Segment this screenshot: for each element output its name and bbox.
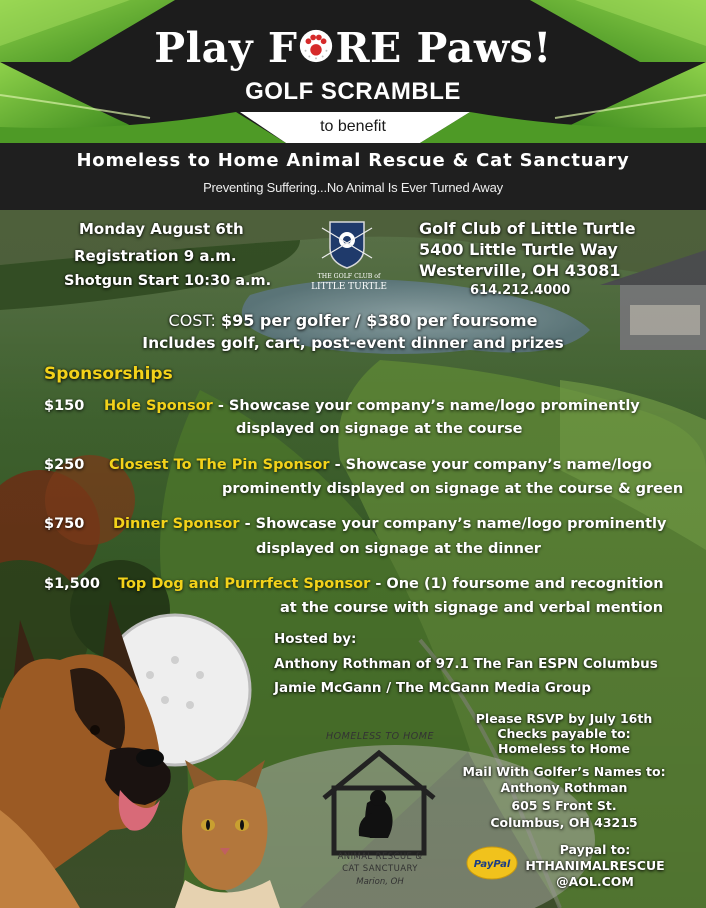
cost-value: $95 per golfer / $380 per foursome	[220, 311, 538, 330]
hosted-heading: Hosted by:	[274, 631, 357, 647]
rescue-logo-line2: CAT SANCTUARY	[342, 864, 418, 874]
rsvp-line: Columbus, OH 43215	[490, 815, 638, 830]
sponsor-desc1: - Showcase your company’s name/logo prominently	[239, 516, 667, 532]
sponsor-price: $1,500	[44, 576, 100, 592]
cost-line	[0, 311, 706, 330]
rsvp-line: Mail With Golfer’s Names to:	[462, 764, 666, 779]
venue-phone: 614.212.4000	[470, 283, 571, 298]
org-name: Homeless to Home Animal Rescue & Cat Sanctuary	[76, 150, 630, 171]
org-tagline: Preventing Suffering...No Animal Is Ever Turned Away	[203, 180, 503, 195]
sponsor-desc1: - Showcase your company’s name/logo prominently	[212, 398, 640, 414]
event-registration: Registration 9 a.m.	[74, 247, 237, 265]
benefit-label: to benefit	[320, 118, 386, 135]
paypal-account-line1: HTHANIMALRESCUE	[525, 858, 665, 873]
rsvp-line: Please RSVP by July 16th	[475, 711, 653, 726]
sponsor-line1	[104, 398, 640, 414]
rsvp-line: Homeless to Home	[497, 741, 630, 756]
paypal-account-line2: @AOL.COM	[556, 874, 634, 889]
sponsor-line1	[109, 457, 652, 473]
paypal-badge-icon	[466, 846, 518, 880]
event-subtitle: GOLF SCRAMBLE	[245, 78, 461, 105]
paypal-badge-text: PayPal	[473, 859, 511, 870]
event-title	[0, 24, 706, 72]
rsvp-line: Checks payable to:	[497, 726, 631, 741]
sponsor-name: Hole Sponsor	[104, 398, 213, 414]
golf-club-crest-logo	[292, 218, 407, 293]
rescue-logo-line1: ANIMAL RESCUE &	[337, 852, 423, 862]
sponsor-desc1: - Showcase your company’s name/logo	[329, 457, 653, 473]
sponsor-desc2: displayed on signage at the dinner	[256, 541, 541, 557]
cost-includes: Includes golf, cart, post-event dinner and prizes	[142, 334, 564, 352]
venue-street: 5400 Little Turtle Way	[419, 240, 618, 259]
sponsorships-heading: Sponsorships	[44, 364, 173, 384]
sponsor-name: Closest To The Pin Sponsor	[109, 457, 330, 473]
host-2: Jamie McGann / The McGann Media Group	[274, 680, 592, 696]
sponsor-desc2: prominently displayed on signage at the course & green	[222, 481, 684, 497]
sponsor-desc1: - One (1) foursome and recognition	[370, 576, 664, 592]
club-logo-line2: LITTLE TURTLE	[311, 282, 387, 292]
club-logo-line1: THE GOLF CLUB of	[317, 273, 381, 280]
sponsor-name: Top Dog and Purrrfect Sponsor	[118, 576, 371, 592]
title-part1: Play F	[154, 24, 298, 72]
paypal-label: Paypal to:	[559, 842, 631, 857]
golf-ball-paw-icon	[297, 27, 335, 65]
dog-and-cat-photo	[0, 580, 300, 908]
venue-city: Westerville, OH 43081	[419, 261, 621, 280]
title-part2: RE Paws!	[335, 24, 552, 72]
sponsor-desc2: at the course with signage and verbal mention	[280, 600, 664, 616]
sponsor-desc2: displayed on signage at the course	[236, 421, 523, 437]
rsvp-line: Anthony Rothman	[500, 780, 628, 795]
rescue-logo-top-text: HOMELESS TO HOME	[326, 731, 434, 742]
rsvp-line: 605 S Front St.	[511, 798, 617, 813]
rescue-logo-line3: Marion, OH	[356, 877, 404, 887]
venue-name: Golf Club of Little Turtle	[419, 219, 636, 238]
sponsor-price: $150	[44, 398, 85, 414]
sponsor-price: $250	[44, 457, 85, 473]
host-1: Anthony Rothman of 97.1 The Fan ESPN Columbus	[274, 656, 658, 672]
sponsor-price: $750	[44, 516, 85, 532]
event-date: Monday August 6th	[79, 220, 244, 238]
event-start-time: Shotgun Start 10:30 a.m.	[64, 273, 272, 289]
sponsor-name: Dinner Sponsor	[113, 516, 240, 532]
sponsor-line1	[113, 516, 666, 532]
cost-label: COST:	[168, 311, 216, 330]
